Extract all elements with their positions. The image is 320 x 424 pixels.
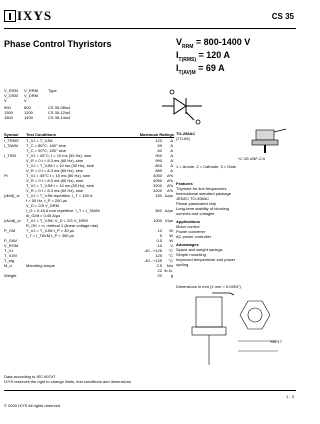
features-item: JEDEC TO-208AC	[176, 196, 210, 201]
ratings-symbol: I_TSM	[4, 153, 16, 158]
features-heading: Applications	[176, 219, 201, 224]
features-item: Power converter	[176, 229, 206, 234]
ratings-unit: W	[169, 238, 173, 243]
package-drawing-icon	[236, 128, 296, 154]
features-item: Motor control	[176, 224, 200, 229]
ratings-value: 990	[155, 158, 162, 163]
ratings-unit: W	[169, 233, 173, 238]
ratings-value: 120	[155, 138, 162, 143]
ratings-value: 125	[155, 253, 162, 258]
features-item: AC power controller	[176, 234, 212, 239]
header-rule	[4, 28, 296, 29]
ratings-symbol: (di/dt)_cr	[4, 193, 20, 198]
ratings-table	[4, 132, 174, 278]
features-item: Improved temperature and power	[176, 257, 236, 262]
voltage-table-units: V V	[4, 98, 27, 103]
ratings-unit: g	[170, 273, 173, 278]
ratings-value: 10	[157, 243, 162, 248]
ratings-condition: T_VJ = T_VJM repetitive, I_T = 150 A	[26, 193, 93, 198]
ratings-value: 22	[157, 268, 162, 273]
ratings-unit: A	[170, 143, 173, 148]
ratings-unit: A	[170, 153, 173, 158]
features-item: Space and weight savings	[176, 247, 223, 252]
ratings-condition: T_VJ = T_VJM t_P = 30 µs	[26, 228, 74, 233]
ratings-symbol: I_TRMS	[4, 138, 19, 143]
thread-label: ¼"-28 UNF-2 A	[238, 156, 265, 161]
brand-name: IXYS	[17, 8, 53, 23]
ratings-value: 1000	[153, 218, 162, 223]
ratings-value: 3200	[153, 188, 162, 193]
dimensions-title: Dimensions in mm (1 mm = 0.0394")	[176, 284, 241, 289]
ratings-condition: T_VJ = T_VJM; V_D = 2/3 V_DRM	[26, 218, 88, 223]
ratings-condition: T_C = 90°C; 180° sine	[26, 148, 66, 153]
ratings-value: 0.5	[156, 238, 162, 243]
ratings-unit: A	[170, 163, 173, 168]
ratings-symbol: M_d	[4, 263, 12, 268]
voltage-table-head: V_DSM V_DRM	[4, 93, 39, 98]
ratings-condition: V_R = 0 t = 8.3 ms (60 Hz), sine	[26, 158, 84, 163]
ratings-symbol: I_TAVM	[4, 143, 18, 148]
features-heading: Advantages	[176, 242, 199, 247]
ratings-value: -40...+125	[143, 258, 162, 263]
ratings-condition: T_VJ = T_VJM	[26, 138, 53, 143]
ratings-symbol: T_VJM	[4, 253, 17, 258]
ratings-symbol: (dv/dt)_cr	[4, 218, 21, 223]
ratings-value: 900	[155, 153, 162, 158]
ratings-unit: lb.in.	[164, 268, 173, 273]
ratings-symbol: T_VJ	[4, 248, 14, 253]
ratings-unit: V	[170, 243, 173, 248]
features-item: currents and voltages	[176, 211, 215, 216]
voltage-table	[4, 88, 104, 120]
copyright: © 2000 IXYS All rights reserved	[4, 403, 61, 408]
ratings-symbol: T_stg	[4, 258, 15, 263]
features-item: Simple mounting	[176, 252, 206, 257]
ratings-unit: A	[170, 168, 173, 173]
ratings-value: 20	[157, 273, 162, 278]
ratings-value: 10	[157, 228, 162, 233]
ratings-symbol: P_GM	[4, 228, 16, 233]
page-title: Phase Control Thyristors	[4, 39, 112, 49]
ratings-value: 4050	[153, 173, 162, 178]
ratings-unit: V/µs	[164, 218, 173, 223]
ratings-unit: °C	[168, 258, 173, 263]
voltage-table-row: 1500 1400 CS 35-14io4	[4, 115, 71, 120]
ratings-condition: V_D = 2/3 V_DRM	[26, 203, 60, 208]
ratings-unit: A/µs	[164, 193, 173, 198]
ratings-condition: T_C = 85°C; 180° sine	[26, 143, 66, 148]
features-item: Thyristor for line frequencies	[176, 186, 227, 191]
thyristor-symbol-icon	[160, 86, 204, 126]
ratings-value: 3200	[153, 183, 162, 188]
notes	[4, 374, 131, 384]
ratings-condition: R_GK = ∞; method 1 (linear voltage rise)	[26, 223, 99, 228]
ratings-value: 4050	[153, 178, 162, 183]
ratings-header: Symbol Test Conditions Maximum Ratings	[4, 132, 174, 137]
features-item: Long-term stability of blocking	[176, 206, 229, 211]
dimension-label: SW 17	[270, 339, 283, 344]
ratings-symbol: V_RGM	[4, 243, 19, 248]
ratings-value: 800	[155, 163, 162, 168]
page-number: 1 - 3	[285, 394, 294, 399]
ratings-condition: T_VJ = 45°C; t = 10 ms (50 Hz), sine	[26, 153, 92, 158]
ixys-logo	[4, 10, 52, 22]
footer-rule	[4, 390, 296, 391]
features-list	[176, 178, 296, 267]
ratings-value: 880	[155, 168, 162, 173]
ratings-value: 5	[159, 233, 162, 238]
ratings-condition: Mounting torque	[26, 263, 55, 268]
logo-mark-icon	[4, 10, 16, 22]
ratings-value: 69	[157, 143, 162, 148]
part-number: CS 35	[271, 12, 294, 21]
package-label: TO-208AC (TO-65)	[176, 131, 196, 141]
ratings-value: 62	[157, 148, 162, 153]
ratings-condition	[26, 273, 140, 278]
ratings-condition: T_VJ = 45°C t = 10 ms (50 Hz), sine	[26, 173, 91, 178]
ratings-unit: A²s	[167, 183, 173, 188]
voltage-table-row: 900 800 CS 35-08io4	[4, 105, 71, 110]
features-item: cycling	[176, 262, 189, 267]
voltage-table-head: V_RSM V_RRM Type	[4, 88, 57, 93]
dimension-drawing-icon	[182, 291, 292, 369]
voltage-table-row: 1300 1200 CS 35-12io4	[4, 110, 71, 115]
ratings-value: 2.5	[156, 263, 162, 268]
ratings-value: 500	[155, 208, 162, 213]
ratings-condition: V_R = 0 t = 8.3 ms (60 Hz), sine	[26, 178, 84, 183]
ratings-condition: V_R = 0 t = 8.3 ms (60 Hz), sine	[26, 168, 84, 173]
ratings-unit: W	[169, 228, 173, 233]
ratings-unit: °C	[168, 248, 173, 253]
ratings-unit: A	[170, 158, 173, 163]
note-line: Data according to IEC 60747	[4, 374, 56, 379]
features-item: International standard package	[176, 191, 231, 196]
spec-itrms: $I_{T(RMS)} = 120$ A	[176, 50, 230, 63]
features-item: Planar passivated chip	[176, 201, 217, 206]
ratings-condition: T_VJ = T_VJM t = 10 ms (50 Hz), sine	[26, 183, 94, 188]
ratings-value: 150	[155, 193, 162, 198]
ratings-unit: A²s	[167, 178, 173, 183]
ratings-condition: di_G/dt = 0.45 A/µs	[26, 213, 61, 218]
ratings-symbol: I²t	[4, 173, 8, 178]
ratings-condition: f = 50 Hz, t_P = 200 µs	[26, 198, 67, 203]
ratings-unit: A	[170, 148, 173, 153]
ratings-symbol: Weight	[4, 273, 17, 278]
ratings-condition: I_T = I_TAVM t_P = 300 µs	[26, 233, 74, 238]
ratings-unit: A²s	[167, 188, 173, 193]
ratings-unit: A/µs	[164, 208, 173, 213]
ratings-unit: A²s	[167, 173, 173, 178]
spec-itavm: $I_{T(AV)M} = 69$ A	[176, 63, 225, 76]
ratings-condition: I_G = 0.45 A non repetitive, I_T = I_TAVM	[26, 208, 100, 213]
ratings-condition: T_VJ = T_VJM t = 10 ms (50 Hz), sine	[26, 163, 94, 168]
ratings-condition: V_R = 0 t = 8.3 ms (60 Hz), sine	[26, 188, 84, 193]
ratings-unit: Nm	[166, 263, 173, 268]
ratings-value: -40...+125	[143, 248, 162, 253]
ratings-symbol: P_GAV	[4, 238, 18, 243]
spec-vrrm: $V_{RRM} = 800-1400$ V	[176, 37, 251, 50]
features-heading: Features	[176, 181, 193, 186]
note-line: IXYS reserves the right to change limits, test conditions and dimensions	[4, 379, 131, 384]
pin-legend: 1 = Anode, 2 = Cathode, 3 = Gate	[176, 164, 236, 169]
ratings-unit: A	[170, 138, 173, 143]
ratings-row	[4, 273, 174, 278]
ratings-unit: °C	[168, 253, 173, 258]
